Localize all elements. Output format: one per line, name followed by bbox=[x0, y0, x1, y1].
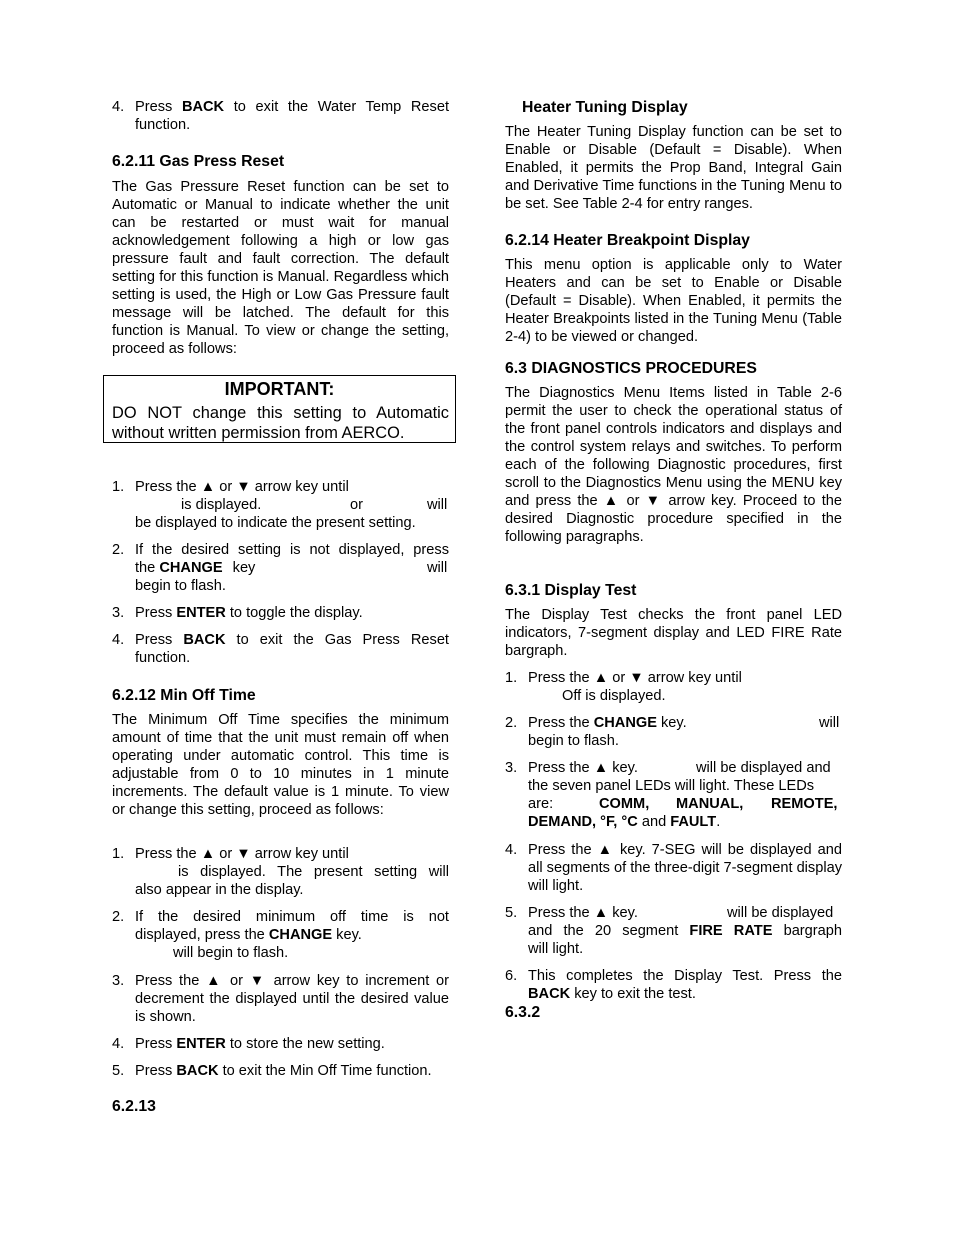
section-heading-heater-tuning-display: Heater Tuning Display bbox=[522, 99, 688, 116]
min-off-time-paragraph: The Minimum Off Time specifies the minimum amount of time that the unit must remain off when operating under automatic control. This time is adjustable from 0 to 10 minutes in 1 minute increments. The default value is 1 minute. To view or change this setting, proceed as follows: bbox=[112, 712, 449, 818]
display-test-step-4: 4. Press the ▲ key. 7-SEG will be displayed and all segments of the three-digit 7-segment display will light. bbox=[505, 842, 842, 894]
heater-breakpoint-paragraph: This menu option is applicable only to Water Heaters and can be set to Enable or Disable (Default = Disable). When Enabled, it permits the Heater Breakpoints listed in the Tuning Menu (Table 2-4) to be viewed or changed. bbox=[505, 257, 842, 345]
back-key-label: BACK bbox=[183, 632, 226, 648]
section-number-6-2-13: 6.2.13 bbox=[112, 1098, 156, 1115]
important-notice-box bbox=[103, 375, 456, 443]
water-temp-reset-step-4: 4. Press BACK to exit the Water Temp Reset function. bbox=[112, 99, 449, 133]
important-title: IMPORTANT: bbox=[224, 379, 335, 399]
heater-tuning-display-paragraph: The Heater Tuning Display function can be set to Enable or Disable (Default = Disable). When Enabled, it permits the Prop Band, Integral Gain and Derivative Time functions in the Tuning Menu to be set. See Table 2-4 for entry ranges. bbox=[505, 124, 842, 212]
back-key-label: BACK bbox=[528, 986, 571, 1002]
change-key-label: CHANGE bbox=[159, 560, 223, 576]
section-heading-gas-press-reset: 6.2.11 Gas Press Reset bbox=[112, 153, 285, 170]
display-test-step-6: 6. This completes the Display Test. Press the BACK key to exit the test. bbox=[505, 968, 842, 1002]
gas-step-3: 3. Press ENTER to toggle the display. bbox=[112, 605, 363, 621]
display-test-step-2: 2. Press the CHANGE key. will begin to flash. bbox=[505, 715, 840, 749]
diagnostics-paragraph: The Diagnostics Menu Items listed in Table 2-6 permit the user to check the operational status of the front panel controls indicators and displays and the control system relays and switches. To perform each of the following Diagnostic procedures, first scroll to the Diagnostics Menu using the MENU key and press the ▲ or ▼ arrow key. Proceed to the desired Diagnostic procedure specified in the following paragraphs. bbox=[505, 385, 842, 545]
min-step-4: 4. Press ENTER to store the new setting. bbox=[112, 1036, 385, 1052]
section-heading-min-off-time: 6.2.12 Min Off Time bbox=[112, 687, 256, 704]
enter-key-label: ENTER bbox=[176, 605, 226, 621]
display-test-paragraph: The Display Test checks the front panel LED indicators, 7-segment display and LED FIRE Rate bargraph. bbox=[505, 607, 842, 659]
section-heading-diagnostics-procedures: 6.3 DIAGNOSTICS PROCEDURES bbox=[505, 360, 757, 377]
change-key-label: CHANGE bbox=[593, 715, 657, 731]
gas-step-2: 2. If the desired setting is not displayed, press the CHANGE key will begin to flash. bbox=[112, 542, 449, 594]
display-test-step-1: 1. Press the ▲ or ▼ arrow key until Off is displayed. bbox=[505, 670, 742, 704]
fire-rate-label: FIRE RATE bbox=[689, 923, 773, 939]
back-key-label: BACK bbox=[181, 99, 225, 115]
gas-press-reset-paragraph: The Gas Pressure Reset function can be set to Automatic or Manual to indicate whether the unit can be restarted or must wait for manual acknowledgement following a high or low gas pressure fault and fault correction. The default setting for this function is Manual. Regardless which setting is used, the High or Low Gas Pressure fault message will be latched. The default for this function is Manual. To view or change the setting, proceed as follows: bbox=[112, 179, 449, 357]
min-step-5: 5. Press BACK to exit the Min Off Time function. bbox=[112, 1063, 432, 1079]
back-key-label: BACK bbox=[176, 1063, 219, 1079]
section-heading-heater-breakpoint-display: 6.2.14 Heater Breakpoint Display bbox=[505, 232, 750, 249]
section-number-6-3-2: 6.3.2 bbox=[505, 1004, 541, 1021]
gas-step-1: 1. Press the ▲ or ▼ arrow key until is displayed. or will be displayed to indicate the present setting. bbox=[112, 479, 448, 531]
important-text: DO NOT change this setting to Automatic without written permission from AERCO. bbox=[112, 404, 449, 442]
change-key-label: CHANGE bbox=[268, 927, 333, 943]
display-test-step-5: 5. Press the ▲ key. will be displayed and the 20 segment FIRE RATE bargraph will light. bbox=[505, 905, 842, 957]
min-step-3: 3. Press the ▲ or ▼ arrow key to increment or decrement the displayed until the desired value is shown. bbox=[112, 973, 449, 1025]
section-heading-display-test: 6.3.1 Display Test bbox=[505, 582, 637, 599]
min-step-2: 2. If the desired minimum off time is not displayed, press the CHANGE key. will begin to flash. bbox=[112, 909, 449, 961]
gas-step-4: 4. Press BACK to exit the Gas Press Reset function. bbox=[112, 632, 449, 666]
min-step-1: 1. Press the ▲ or ▼ arrow key until is displayed. The present setting will also appear in the display. bbox=[112, 846, 449, 898]
display-test-step-3: 3. Press the ▲ key. will be displayed and the seven panel LEDs will light. These LEDs are: COMM, MANUAL, REMOTE, DEMAND, °F, °C and FAULT. bbox=[505, 760, 838, 830]
enter-key-label: ENTER bbox=[176, 1036, 226, 1052]
